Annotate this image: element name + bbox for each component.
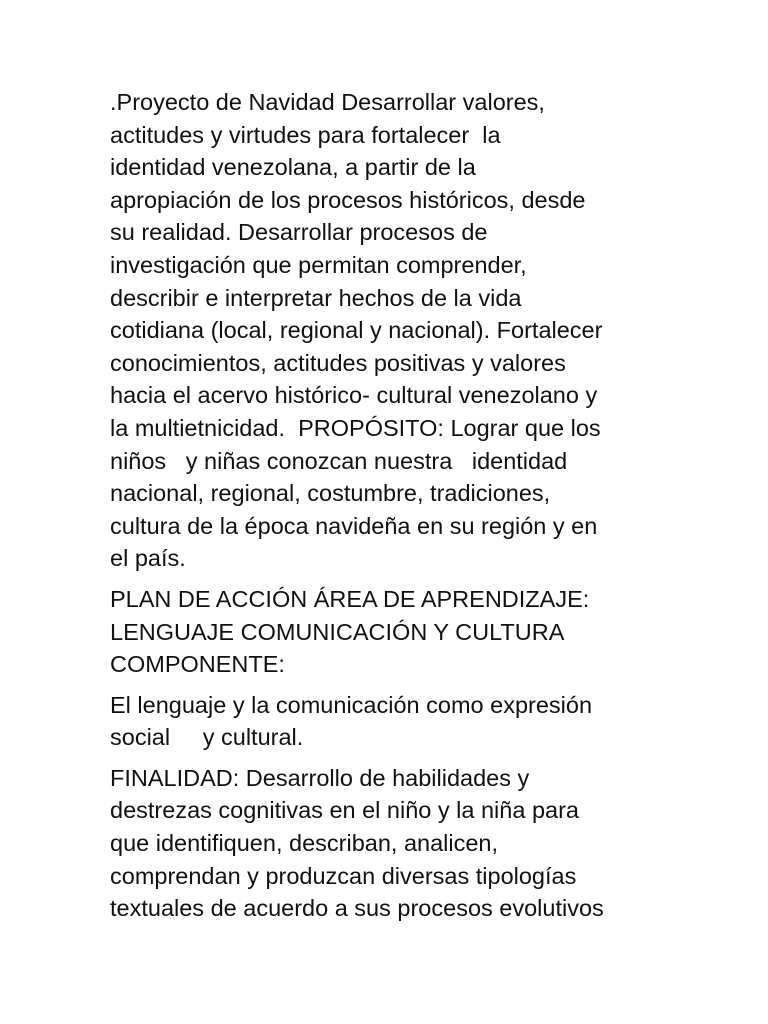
text-line: FINALIDAD: Desarrollo de habilidades y xyxy=(110,764,530,791)
paragraph-spacer xyxy=(110,754,668,762)
text-line: hacia el acervo histórico- cultural venezolano y xyxy=(110,382,598,409)
text-line: destrezas cognitivas en el niño y la niña para xyxy=(110,797,579,824)
paragraph-plan-de-accion xyxy=(110,583,668,681)
text-line: cotidiana (local, regional y nacional). Fortalecer xyxy=(110,317,603,344)
text-line: comprendan y produzcan diversas tipologías xyxy=(110,862,577,889)
paragraph-spacer xyxy=(110,575,668,583)
text-line: .Proyecto de Navidad Desarrollar valores, xyxy=(110,89,545,115)
text-line: LENGUAJE COMUNICACIÓN Y CULTURA xyxy=(110,618,565,645)
text-line: niños y niñas conozcan nuestra identidad xyxy=(110,447,568,474)
text-line: actitudes y virtudes para fortalecer la xyxy=(110,121,501,148)
text-line: la multietnicidad. PROPÓSITO: Lograr que los xyxy=(110,414,601,441)
text-line: conocimientos, actitudes positivas y valores xyxy=(110,349,566,376)
text-line: nacional, regional, costumbre, tradiciones, xyxy=(110,480,551,507)
text-line: COMPONENTE: xyxy=(110,651,285,678)
paragraph-proyecto xyxy=(110,86,668,575)
text-line: su realidad. Desarrollar procesos de xyxy=(110,219,488,246)
text-line: cultura de la época navideña en su región y en xyxy=(110,512,598,539)
paragraph-finalidad xyxy=(110,762,668,925)
text-line: identidad venezolana, a partir de la xyxy=(110,154,476,181)
text-line: investigación que permitan comprender, xyxy=(110,251,527,278)
text-line: El lenguaje y la comunicación como expresión xyxy=(110,691,593,718)
text-line: describir e interpretar hechos de la vida xyxy=(110,284,522,311)
text-line: textuales de acuerdo a sus procesos evolutivos xyxy=(110,895,604,922)
paragraph-lenguaje xyxy=(110,689,668,754)
paragraph-spacer xyxy=(110,681,668,689)
text-line: apropiación de los procesos históricos, desde xyxy=(110,186,586,213)
text-line: el país. xyxy=(110,545,186,572)
text-line: PLAN DE ACCIÓN ÁREA DE APRENDIZAJE: xyxy=(110,585,590,612)
text-line: social y cultural. xyxy=(110,724,304,751)
text-line: que identifiquen, describan, analicen, xyxy=(110,830,499,857)
